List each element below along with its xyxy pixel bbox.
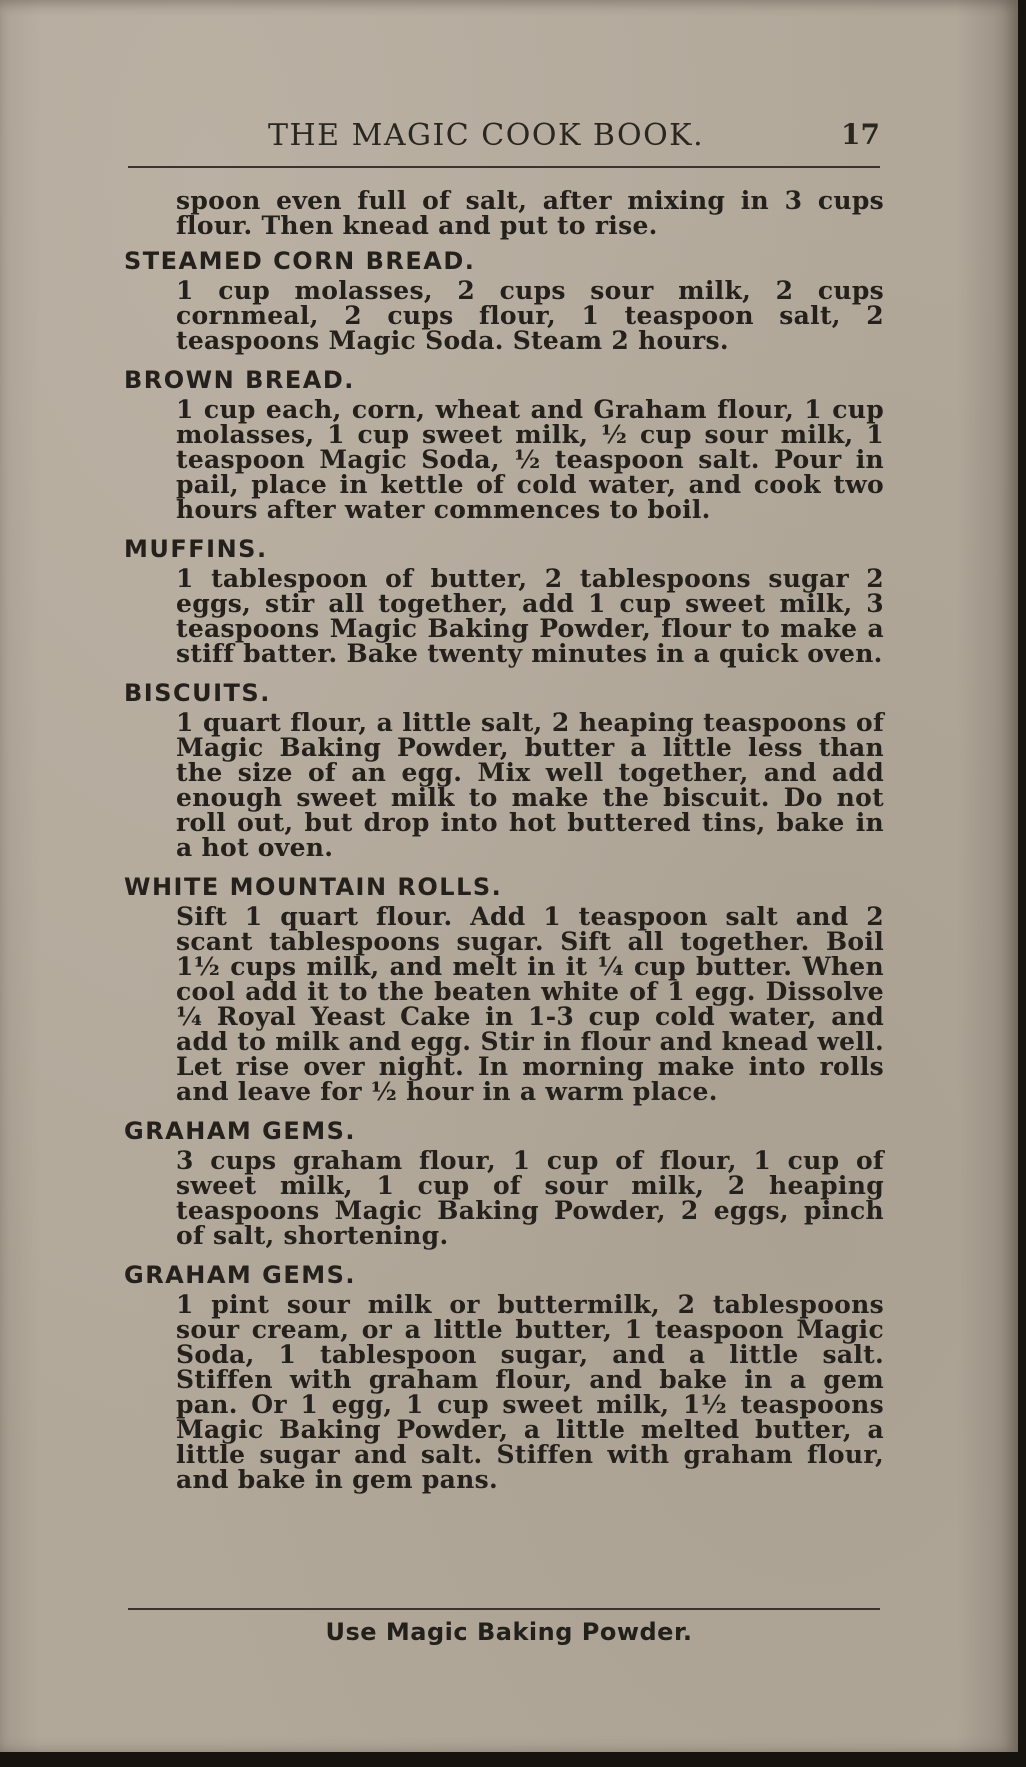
recipe-title: MUFFINS. — [124, 535, 268, 563]
recipe-body: 1 pint sour milk or buttermilk, 2 tablespoons sour cream, or a little butter, 1 teaspoon Magic Soda, 1 tablespoon sugar, and a little salt. Stiffen with graham flour, and bake in a gem pan. Or 1 egg, 1 cup sweet milk, 1½ teaspoons Magic Baking Powder, a little melted butter, a little sugar and salt. Stiffen with graham flour, and bake in gem pans. — [176, 1290, 884, 1494]
recipe-title: GRAHAM GEMS. — [124, 1261, 357, 1289]
recipe-body: Sift 1 quart flour. Add 1 teaspoon salt and 2 scant tablespoons sugar. Sift all together. Boil 1½ cups milk, and melt in it ¼ cup butter. When cool add it to the beaten white of 1 egg. Dissolve ¼ Royal Yeast Cake in 1-3 cup cold water, and add to milk and egg. Stir in flour and knead well. Let rise over night. In morning make into rolls and leave for ½ hour in a warm place. — [176, 902, 884, 1106]
recipe-title: STEAMED CORN BREAD. — [124, 247, 476, 275]
footer-rule — [128, 1608, 880, 1610]
recipe-body: 1 cup molasses, 2 cups sour milk, 2 cups cornmeal, 2 cups flour, 1 teaspoon salt, 2 teaspoons Magic Soda. Steam 2 hours. — [176, 276, 884, 355]
recipe-brown-bread — [124, 365, 884, 522]
recipe-graham-gems-1 — [124, 1116, 884, 1248]
book-title: THE MAGIC COOK BOOK. — [268, 118, 705, 153]
recipe-content — [124, 188, 884, 1504]
running-header — [128, 118, 880, 158]
recipe-title: BISCUITS. — [124, 679, 271, 707]
recipe-body: 3 cups graham flour, 1 cup of flour, 1 cup of sweet milk, 1 cup of sour milk, 2 heaping teaspoons Magic Baking Powder, 2 eggs, pinch of salt, shortening. — [176, 1146, 884, 1250]
recipe-biscuits — [124, 678, 884, 860]
recipe-title: GRAHAM GEMS. — [124, 1117, 357, 1145]
recipe-title: WHITE MOUNTAIN ROLLS. — [124, 873, 503, 901]
recipe-body: 1 tablespoon of butter, 2 tablespoons sugar 2 eggs, stir all together, add 1 cup sweet milk, 3 teaspoons Magic Baking Powder, flour to make a stiff batter. Bake twenty minutes in a quick oven. — [176, 564, 884, 668]
recipe-white-mountain-rolls — [124, 872, 884, 1104]
recipe-body: 1 quart flour, a little salt, 2 heaping teaspoons of Magic Baking Powder, butter a little less than the size of an egg. Mix well together, and add enough sweet milk to make the biscuit. Do not roll out, but drop into hot buttered tins, bake in a hot oven. — [176, 708, 884, 862]
recipe-graham-gems-2 — [124, 1260, 884, 1492]
recipe-title: BROWN BREAD. — [124, 366, 355, 394]
header-rule — [128, 166, 880, 168]
recipe-steamed-corn-bread — [124, 246, 884, 353]
recipe-body: 1 cup each, corn, wheat and Graham flour, 1 cup molasses, 1 cup sweet milk, ½ cup sour milk, 1 teaspoon Magic Soda, ½ teaspoon salt. Pour in pail, place in kettle of cold water, and cook two hours after water commences to boil. — [176, 395, 884, 524]
recipe-muffins — [124, 534, 884, 666]
footer-slogan: Use Magic Baking Powder. — [325, 1618, 693, 1646]
page-number: 17 — [841, 118, 880, 151]
continuation-text: spoon even full of salt, after mixing in 3 cups flour. Then knead and put to rise. — [176, 186, 884, 240]
